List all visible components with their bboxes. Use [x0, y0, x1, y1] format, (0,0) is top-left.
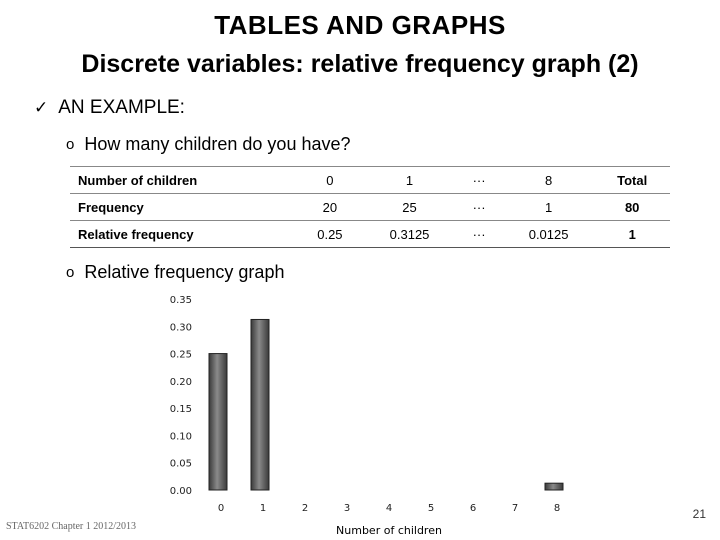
footer-text: STAT6202 Chapter 1 2012/2013 — [6, 521, 137, 532]
table-header-cell: Total — [594, 167, 670, 194]
table-header-cell: 1 — [364, 167, 456, 194]
table-cell: 0.0125 — [503, 221, 595, 248]
table-cell: Frequency — [70, 194, 296, 221]
y-tick-label: 0.30 — [169, 322, 192, 334]
y-tick-label: 0.05 — [169, 458, 192, 470]
x-tick-label: 4 — [385, 503, 393, 514]
question-text: How many children do you have? — [84, 134, 351, 154]
page-number: 21 — [692, 507, 706, 521]
y-tick-label: 0.25 — [169, 349, 192, 361]
x-tick-label: 7 — [511, 503, 519, 514]
chart-bar-8 — [545, 483, 563, 490]
chart-bar-0 — [209, 354, 227, 490]
circle-bullet-icon: o — [66, 264, 75, 281]
circle-bullet-icon: o — [66, 136, 75, 153]
bullet-example-label: AN EXAMPLE: — [58, 97, 185, 118]
table-cell: 0.3125 — [364, 221, 456, 248]
y-tick-label: 0.00 — [169, 486, 192, 497]
table-cell: ··· — [455, 194, 503, 221]
table-cell: 1 — [594, 221, 670, 248]
table-cell: 0.25 — [296, 221, 364, 248]
x-tick-label: 0 — [217, 503, 225, 514]
y-tick-label: 0.20 — [169, 376, 192, 388]
x-tick-label: 2 — [301, 503, 309, 514]
x-axis-label: Number of children — [336, 524, 442, 537]
table-cell: Relative frequency — [70, 221, 296, 248]
y-tick-label: 0.15 — [169, 404, 192, 416]
slide-title: TABLES AND GRAPHS — [214, 10, 506, 40]
table-header-cell: 0 — [296, 167, 364, 194]
table-cell: 25 — [364, 194, 456, 221]
y-tick-label: 0.10 — [169, 431, 192, 443]
table-header-cell: Number of children — [70, 167, 296, 194]
table-cell: 1 — [503, 194, 595, 221]
x-tick-label: 3 — [343, 503, 351, 514]
x-tick-label: 1 — [259, 503, 267, 514]
x-tick-label: 6 — [469, 503, 477, 514]
table-header-cell: ··· — [455, 167, 503, 194]
graph-label-text: Relative frequency graph — [84, 262, 285, 282]
x-tick-label: 8 — [553, 503, 561, 514]
table-cell: ··· — [455, 221, 503, 248]
y-tick-label: 0.35 — [169, 295, 192, 306]
slide-subtitle: Discrete variables: relative frequency graph (2) — [81, 50, 639, 78]
checkmark-icon: ✓ — [34, 98, 49, 118]
x-tick-label: 5 — [427, 503, 435, 514]
table-cell: 20 — [296, 194, 364, 221]
chart-bar-1 — [251, 319, 269, 490]
table-header-cell: 8 — [503, 167, 595, 194]
table-cell: 80 — [594, 194, 670, 221]
